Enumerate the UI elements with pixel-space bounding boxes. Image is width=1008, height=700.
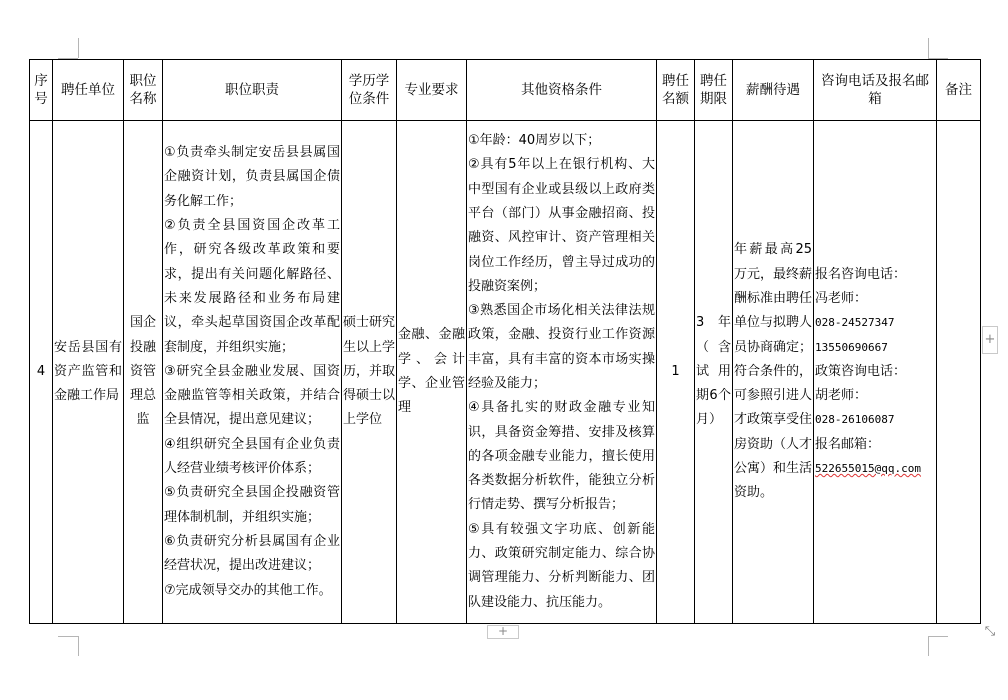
policy-label: 政策咨询电话：: [815, 363, 907, 379]
signup-email: 522655015@qq.com: [815, 462, 921, 476]
duty-item: ⑥负责研究分析县属国有企业经营状况，提出改进建议；: [164, 533, 340, 574]
table-row: [30, 121, 981, 624]
header-row: [30, 60, 981, 121]
cell-edu[interactable]: 硕士研究生以上学历，并取得硕士以上学位: [342, 121, 397, 624]
header-unit[interactable]: 聘任单位: [53, 60, 124, 121]
cell-unit[interactable]: 安岳县国有资产监管和金融工作局: [53, 121, 124, 624]
requirement-item: ④具备扎实的财政金融专业知识，具备资金筹措、安排及核算的各项金融专业能力，擅长使用各类数据分析软件，能独立分析行情走势、撰写分析报告；: [468, 400, 655, 513]
crop-mark: [78, 636, 79, 656]
cell-salary[interactable]: 年薪最高25万元，最终薪酬标准由聘任单位与拟聘人员协商确定；符合条件的，可参照引进人才政策享受住房资助（人才公寓）和生活资助。: [733, 121, 814, 624]
add-column-button[interactable]: +: [982, 326, 998, 354]
table-resize-icon[interactable]: ⤡: [982, 624, 998, 640]
crop-mark: [928, 38, 929, 58]
header-post[interactable]: 职位名称: [124, 60, 163, 121]
duty-item: ③研究全县金融业发展、国资金融监管等相关政策，并结合全县情况，提出意见建议；: [164, 363, 340, 428]
duty-item: ⑦完成领导交办的其他工作。: [164, 582, 332, 598]
duty-item: ④组织研究全县国有企业负责人经营业绩考核评价体系；: [164, 436, 340, 477]
duty-item: ⑤负责研究全县国企投融资管理体制机制，并组织实施；: [164, 485, 340, 525]
cell-term[interactable]: 3年（含试用期6个月）: [695, 121, 733, 624]
duty-item: ①负责牵头制定安岳县县属国企融资计划，负责县属国企债务化解工作；: [164, 145, 340, 209]
header-edu[interactable]: 学历学位条件: [342, 60, 397, 121]
cell-post[interactable]: 国企投融资管理总监: [124, 121, 163, 624]
requirement-item: ①年龄：40周岁以下；: [468, 133, 601, 149]
header-duty[interactable]: 职位职责: [163, 60, 342, 121]
cell-note[interactable]: [937, 121, 981, 624]
header-major[interactable]: 专业要求: [397, 60, 467, 121]
cell-duty[interactable]: [163, 121, 342, 624]
recruitment-table: [29, 59, 981, 624]
crop-mark: [58, 636, 78, 637]
cell-seq[interactable]: 4: [30, 121, 53, 624]
header-salary[interactable]: 薪酬待遇: [733, 60, 814, 121]
cell-contact[interactable]: [814, 121, 937, 624]
crop-mark: [928, 636, 948, 637]
cell-other[interactable]: [467, 121, 657, 624]
header-contact[interactable]: 咨询电话及报名邮箱: [814, 60, 937, 121]
header-other[interactable]: 其他资格条件: [467, 60, 657, 121]
crop-mark: [78, 38, 79, 58]
header-term[interactable]: 聘任期限: [695, 60, 733, 121]
requirement-item: ③熟悉国企市场化相关法律法规政策，金融、投资行业工作资源丰富，具有丰富的资本市场实操经验及能力；: [468, 303, 655, 391]
email-label: 报名邮箱：: [815, 436, 881, 452]
policy-name: 胡老师：: [815, 388, 868, 404]
header-seq[interactable]: 序号: [30, 60, 53, 121]
header-note[interactable]: 备注: [937, 60, 981, 121]
header-count[interactable]: 聘任名额: [657, 60, 695, 121]
crop-mark: [928, 636, 929, 656]
cell-major[interactable]: 金融、金融学、会计学、企业管理: [397, 121, 467, 624]
requirement-item: ⑤具有较强文字功底、创新能力、政策研究制定能力、综合协调管理能力、分析判断能力、团队建设能力、抗压能力。: [468, 521, 655, 610]
policy-phone: 028-26106087: [815, 413, 895, 427]
consult-phone: 028-24527347: [815, 316, 895, 330]
requirement-item: ②具有5年以上在银行机构、大中型国有企业或县级以上政府类平台（部门）从事金融招商、投融资、风控审计、资产管理相关岗位工作经历，曾主导过成功的投融资案例；: [468, 157, 655, 294]
add-row-button[interactable]: +: [487, 625, 519, 639]
consult-mobile: 13550690667: [815, 340, 888, 354]
cell-count[interactable]: 1: [657, 121, 695, 624]
duty-item: ②负责全县国资国企改革工作，研究各级改革政策和要求，提出有关问题化解路径、未来发展路径和业务布局建议，牵头起草国资国企改革配套制度，并组织实施；: [164, 218, 340, 355]
consult-name: 冯老师：: [815, 290, 868, 306]
consult-label: 报名咨询电话：: [815, 266, 907, 282]
